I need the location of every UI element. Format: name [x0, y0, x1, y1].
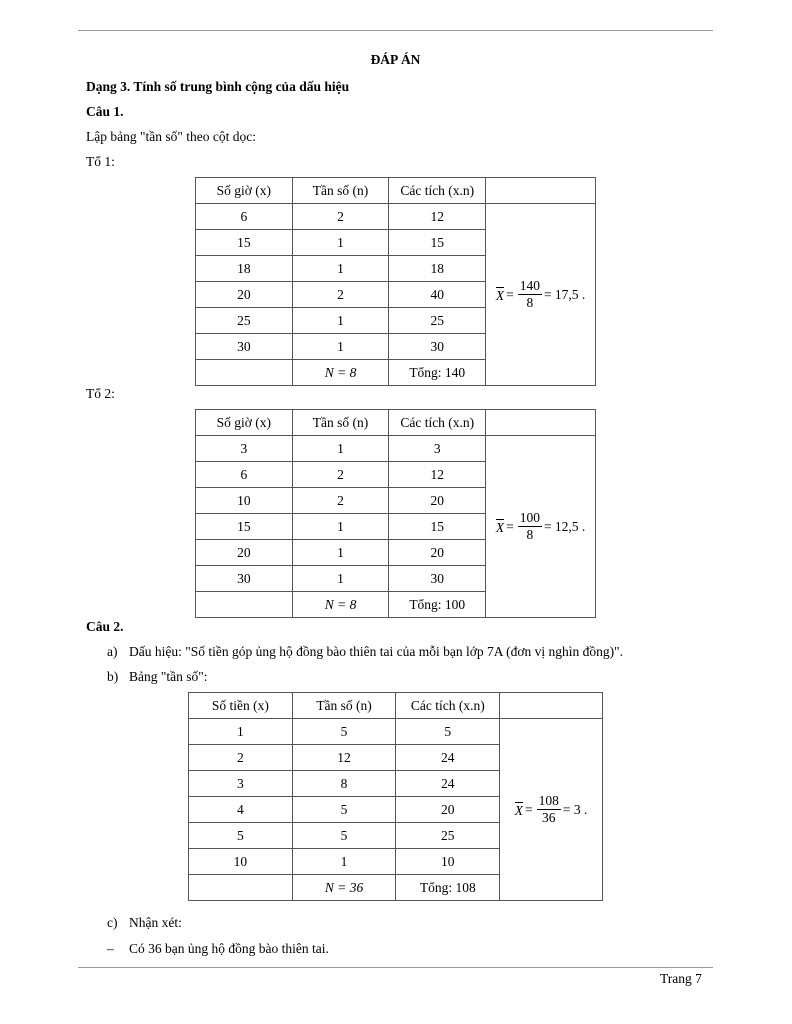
total-n: N = 8 [292, 592, 389, 618]
cell-xn: 5 [396, 719, 500, 745]
cell-n: 5 [292, 823, 396, 849]
equals-sign: = [525, 802, 533, 817]
cell-n: 1 [292, 540, 389, 566]
cell-n: 2 [292, 204, 389, 230]
cell-n: 1 [292, 334, 389, 360]
mean-formula [496, 510, 586, 543]
header-cell: Tần số (n) [292, 693, 396, 719]
table-header-row [196, 178, 596, 204]
list-item-dash [107, 941, 329, 957]
cell-x: 6 [196, 204, 293, 230]
cell-x: 18 [196, 256, 293, 282]
list-marker: – [107, 941, 114, 956]
cell-x: 10 [189, 849, 293, 875]
mean-fraction [537, 793, 561, 826]
total-sum: Tổng: 108 [396, 875, 500, 901]
total-n: N = 8 [292, 360, 389, 386]
mean-result: = 3 . [562, 802, 588, 817]
cell-x: 10 [196, 488, 293, 514]
cell-xn: 30 [389, 566, 486, 592]
cell-empty [196, 360, 293, 386]
cell-n: 1 [292, 436, 389, 462]
cell-x: 3 [189, 771, 293, 797]
list-text: Bảng "tần số": [129, 669, 208, 684]
cell-xn: 24 [396, 771, 500, 797]
cell-n: 1 [292, 849, 396, 875]
total-n: N = 36 [292, 875, 396, 901]
list-marker: c) [107, 915, 118, 930]
page-number: Trang 7 [660, 971, 702, 986]
mean-cell [486, 204, 596, 386]
table-header-row [189, 693, 603, 719]
cell-xn: 20 [396, 797, 500, 823]
list-text: Nhận xét: [129, 915, 182, 930]
mean-result: = 17,5 . [543, 287, 586, 302]
footer-rule [78, 967, 713, 968]
header-cell: Số tiền (x) [189, 693, 293, 719]
cell-x: 25 [196, 308, 293, 334]
fraction-denominator: 8 [526, 295, 534, 310]
header-cell-empty [486, 178, 596, 204]
cell-xn: 40 [389, 282, 486, 308]
header-cell: Các tích (x.n) [396, 693, 500, 719]
cell-x: 4 [189, 797, 293, 823]
group-2-label: Tổ 2: [86, 386, 115, 401]
frequency-table-group-1 [195, 177, 596, 386]
fraction-denominator: 8 [526, 527, 534, 542]
header-cell: Các tích (x.n) [389, 178, 486, 204]
header-cell-empty [486, 410, 596, 436]
cell-n: 2 [292, 488, 389, 514]
group-1-label: Tổ 1: [86, 154, 115, 169]
cell-xn: 24 [396, 745, 500, 771]
cell-xn: 15 [389, 230, 486, 256]
header-cell: Các tích (x.n) [389, 410, 486, 436]
cell-xn: 3 [389, 436, 486, 462]
cell-n: 1 [292, 230, 389, 256]
frequency-table-group-2 [195, 409, 596, 618]
cell-x: 30 [196, 566, 293, 592]
total-sum: Tổng: 100 [389, 592, 486, 618]
cell-n: 8 [292, 771, 396, 797]
cell-xn: 18 [389, 256, 486, 282]
cell-x: 15 [196, 514, 293, 540]
fraction-numerator: 108 [538, 793, 559, 808]
cell-n: 1 [292, 514, 389, 540]
mean-fraction [518, 278, 542, 311]
table-header-row [196, 410, 596, 436]
cell-x: 15 [196, 230, 293, 256]
list-text: Dấu hiệu: "Số tiền góp ủng hộ đồng bào thiên tai của mỗi bạn lớp 7A (đơn vị nghìn đồng)". [129, 644, 623, 659]
cell-x: 30 [196, 334, 293, 360]
cell-x: 5 [189, 823, 293, 849]
cell-n: 12 [292, 745, 396, 771]
equals-sign: = [506, 287, 514, 302]
list-item-c [107, 915, 182, 931]
cell-n: 1 [292, 256, 389, 282]
cell-xn: 10 [396, 849, 500, 875]
cell-x: 3 [196, 436, 293, 462]
question-1-label: Câu 1. [86, 104, 124, 119]
table-row [189, 719, 603, 745]
equals-sign: = [506, 519, 514, 534]
mean-cell [486, 436, 596, 618]
list-text: Có 36 bạn ủng hộ đồng bào thiên tai. [129, 941, 329, 956]
cell-x: 6 [196, 462, 293, 488]
mean-formula [496, 278, 586, 311]
mean-fraction [518, 510, 542, 543]
cell-n: 2 [292, 462, 389, 488]
list-item-a [107, 644, 623, 660]
cell-xn: 12 [389, 462, 486, 488]
cell-xn: 25 [396, 823, 500, 849]
frequency-table-question-2 [188, 692, 603, 901]
cell-empty [189, 875, 293, 901]
header-cell: Tần số (n) [292, 178, 389, 204]
list-marker: a) [107, 644, 118, 659]
table-row [196, 436, 596, 462]
fraction-denominator: 36 [542, 810, 556, 825]
total-sum: Tổng: 140 [389, 360, 486, 386]
cell-x: 2 [189, 745, 293, 771]
fraction-numerator: 140 [519, 278, 540, 293]
question-1-intro: Lập bảng "tần số" theo cột dọc: [86, 129, 256, 144]
header-cell: Tần số (n) [292, 410, 389, 436]
top-rule [78, 30, 713, 31]
cell-n: 2 [292, 282, 389, 308]
cell-xn: 20 [389, 540, 486, 566]
mean-formula [515, 793, 588, 826]
cell-xn: 20 [389, 488, 486, 514]
cell-xn: 30 [389, 334, 486, 360]
mean-symbol: X [514, 803, 523, 818]
header-cell: Số giờ (x) [196, 410, 293, 436]
mean-result: = 12,5 . [543, 519, 586, 534]
page-title: ĐÁP ÁN [370, 52, 421, 67]
cell-xn: 15 [389, 514, 486, 540]
question-2-label: Câu 2. [86, 619, 124, 634]
section-heading: Dạng 3. Tính số trung bình cộng của dấu hiệu [86, 79, 350, 94]
cell-n: 5 [292, 719, 396, 745]
list-marker: b) [107, 669, 119, 684]
cell-xn: 25 [389, 308, 486, 334]
cell-xn: 12 [389, 204, 486, 230]
cell-n: 1 [292, 566, 389, 592]
cell-x: 20 [196, 282, 293, 308]
cell-x: 20 [196, 540, 293, 566]
mean-symbol: X [495, 520, 505, 535]
table-row [196, 204, 596, 230]
mean-cell [500, 719, 603, 901]
header-cell: Số giờ (x) [196, 178, 293, 204]
cell-n: 1 [292, 308, 389, 334]
mean-symbol: X [495, 288, 505, 303]
fraction-numerator: 100 [519, 510, 540, 525]
cell-n: 5 [292, 797, 396, 823]
list-item-b [107, 669, 208, 685]
cell-x: 1 [189, 719, 293, 745]
cell-empty [196, 592, 293, 618]
header-cell-empty [500, 693, 603, 719]
